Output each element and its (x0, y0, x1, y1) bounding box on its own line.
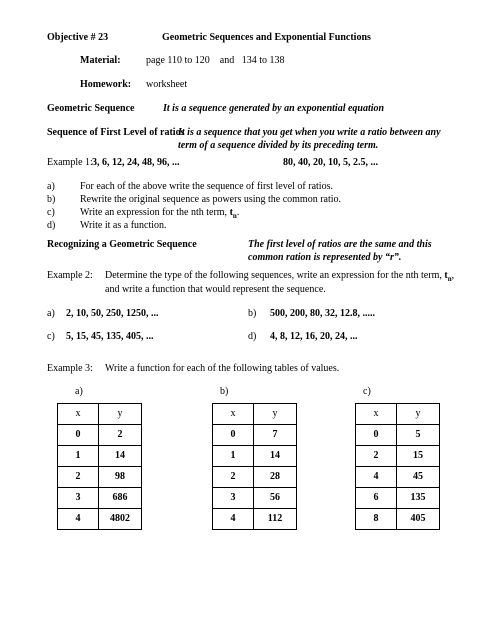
values-table-a (57, 403, 142, 530)
cell-y: 56 (254, 488, 297, 509)
example2-item-sequence-b: 500, 200, 80, 32, 12.8, ..... (270, 308, 375, 319)
cell-y: 5 (397, 425, 440, 446)
task-letter-b: b) (47, 194, 56, 205)
material-value: page 110 to 120 and 134 to 138 (146, 55, 285, 66)
table-row (356, 425, 440, 446)
cell-y: 686 (99, 488, 142, 509)
cell-x: 4 (58, 509, 99, 530)
table-label-a: a) (75, 386, 83, 397)
task-text-b: Rewrite the original sequence as powers using the common ratio. (80, 194, 342, 205)
cell-x: 0 (58, 425, 99, 446)
nth-term-symbol: t (229, 207, 233, 218)
table-row (213, 509, 297, 530)
task-text-a: For each of the above write the sequence of first level of ratios. (80, 181, 333, 192)
example2-item-sequence-d: 4, 8, 12, 16, 20, 24, ... (270, 331, 358, 342)
cell-y: 135 (397, 488, 440, 509)
homework-label: Homework: (80, 79, 132, 90)
table-row (213, 467, 297, 488)
example2-item-letter-a: a) (47, 308, 55, 319)
example2-label: Example 2: (47, 270, 93, 281)
cell-y: 2 (99, 425, 142, 446)
cell-x: 3 (213, 488, 254, 509)
example2-item-letter-c: c) (47, 331, 55, 342)
task-letter-c: c) (47, 207, 55, 218)
cell-x: 2 (356, 446, 397, 467)
task-text-c-main: Write an expression for the nth term, (80, 207, 230, 218)
task-text-c (80, 207, 239, 221)
cell-y: 14 (254, 446, 297, 467)
table-row (356, 446, 440, 467)
header-x: x (356, 404, 397, 425)
cell-x: 0 (213, 425, 254, 446)
example3-label: Example 3: (47, 363, 93, 374)
example3-instructions: Write a function for each of the following tables of values. (105, 363, 340, 374)
example2-item-letter-b: b) (248, 308, 257, 319)
table-row (213, 446, 297, 467)
values-table-b (212, 403, 297, 530)
task-letter-d: d) (47, 220, 56, 231)
cell-y: 4802 (99, 509, 142, 530)
cell-x: 0 (356, 425, 397, 446)
cell-x: 4 (356, 467, 397, 488)
header-x: x (58, 404, 99, 425)
cell-x: 6 (356, 488, 397, 509)
example2-nth-term-symbol: t (444, 270, 448, 281)
table-row (356, 509, 440, 530)
cell-x: 2 (58, 467, 99, 488)
table-row (58, 467, 142, 488)
recognizing-term: Recognizing a Geometric Sequence (47, 239, 197, 250)
table-row (58, 509, 142, 530)
task-letter-a: a) (47, 181, 55, 192)
nth-term-subscript: n (232, 212, 237, 220)
cell-x: 4 (213, 509, 254, 530)
table-row (356, 488, 440, 509)
example1-label: Example 1: (47, 157, 93, 168)
table-header-row (58, 404, 142, 425)
example2-item-sequence-a: 2, 10, 50, 250, 1250, ... (66, 308, 159, 319)
table-row (58, 488, 142, 509)
definition-term-geometric-sequence: Geometric Sequence (47, 103, 135, 114)
objective-number: Objective # 23 (47, 32, 109, 43)
header-x: x (213, 404, 254, 425)
example1-sequence-a: 3, 6, 12, 24, 48, 96, ... (92, 157, 180, 168)
cell-x: 1 (58, 446, 99, 467)
table-row (356, 467, 440, 488)
cell-y: 14 (99, 446, 142, 467)
example2-nth-term-subscript: n (447, 275, 452, 283)
nth-term-suffix: . (236, 207, 240, 218)
definition-text-first-level-ratios: It is a sequence that you get when you write a ratio between any term of a sequence divided by its preceding term. (178, 127, 441, 151)
example2-instructions (105, 270, 465, 296)
definition-term-first-level-ratios: Sequence of First Level of ratios (47, 127, 185, 138)
cell-y: 98 (99, 467, 142, 488)
cell-y: 28 (254, 467, 297, 488)
cell-x: 2 (213, 467, 254, 488)
cell-y: 7 (254, 425, 297, 446)
example2-item-sequence-c: 5, 15, 45, 135, 405, ... (66, 331, 154, 342)
task-text-d: Write it as a function. (80, 220, 167, 231)
definition-text-geometric-sequence: It is a sequence generated by an exponential equation (163, 103, 385, 114)
table-row (58, 425, 142, 446)
cell-y: 112 (254, 509, 297, 530)
cell-x: 1 (213, 446, 254, 467)
table-row (58, 446, 142, 467)
cell-x: 3 (58, 488, 99, 509)
homework-value: worksheet (146, 79, 188, 90)
header-y: y (397, 404, 440, 425)
recognizing-definition: The first level of ratios are the same and this common ration is represented by “r”. (248, 239, 432, 263)
header-y: y (99, 404, 142, 425)
table-header-row (213, 404, 297, 425)
cell-y: 45 (397, 467, 440, 488)
cell-y: 405 (397, 509, 440, 530)
table-row (213, 425, 297, 446)
example2-item-letter-d: d) (248, 331, 257, 342)
cell-x: 8 (356, 509, 397, 530)
example2-text-before: Determine the type of the following sequences, write an expression for the nth term, (105, 270, 445, 281)
example1-sequence-b: 80, 40, 20, 10, 5, 2.5, ... (283, 157, 378, 168)
table-label-c: c) (363, 386, 371, 397)
material-label: Material: (80, 55, 121, 66)
table-row (213, 488, 297, 509)
header-y: y (254, 404, 297, 425)
table-label-b: b) (220, 386, 229, 397)
example2-text-after: , and write a function that would represent the sequence. (105, 270, 455, 295)
values-table-c (355, 403, 440, 530)
table-header-row (356, 404, 440, 425)
cell-y: 15 (397, 446, 440, 467)
page-title: Geometric Sequences and Exponential Functions (162, 32, 371, 43)
